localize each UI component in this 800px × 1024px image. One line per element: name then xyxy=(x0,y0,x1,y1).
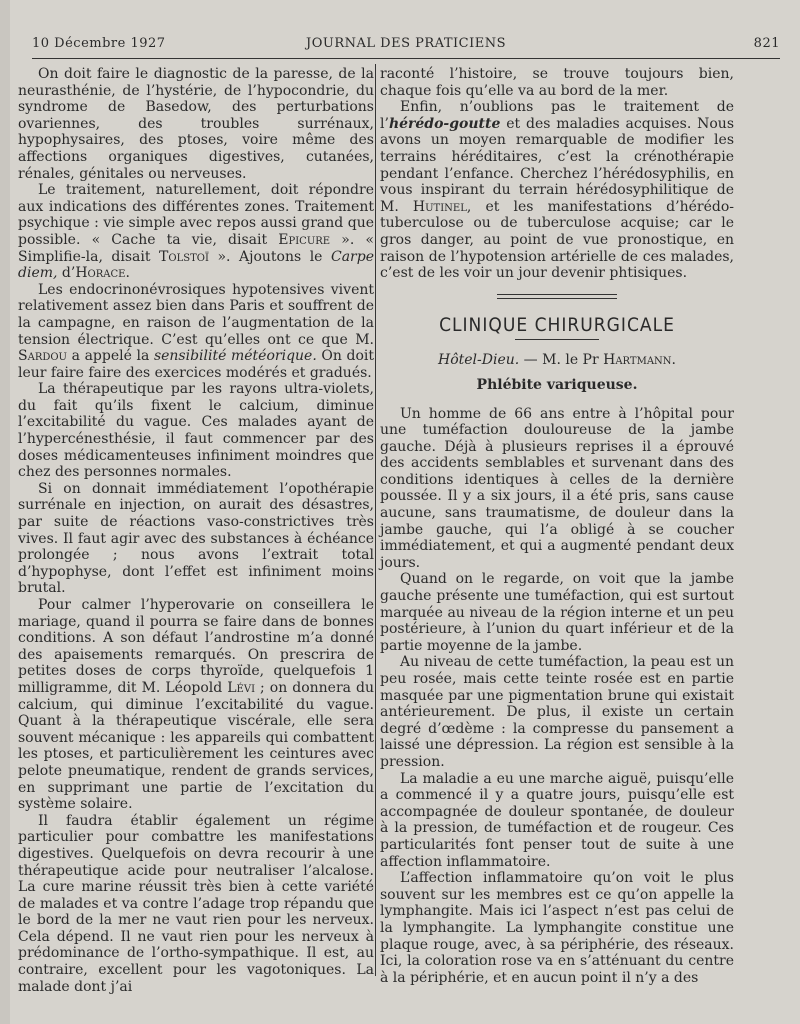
journal-page xyxy=(10,0,800,1024)
paragraph: Il faudra établir également un régime particulier pour combattre les manifestations digestives. Quelquefois on devra recourir à une thérapeutique acide pour neutraliser l’alcalose. La cure marine réussit très bien à cette variété de malades et va contre l’adage trop répandu que le bord de la mer ne vaut rien pour les nerveux. Cela dépend. Il ne vaut rien pour les nerveux à prédominance de l’ortho-sympathique. Il est, au contraire, excellent pour les vagotoniques. La malade dont j’ai xyxy=(18,812,374,995)
header-date: 10 Décembre 1927 xyxy=(32,36,166,51)
page-number: 821 xyxy=(753,36,780,51)
paragraph: Le traitement, naturellement, doit répondre aux indications des différentes zones. Traitement psychique : vie simple avec repos aussi grand que possible. « Cache ta vie, disait Epicure ». « Simplifie-la, disait Tolstoï ». Ajoutons le Carpe diem, d’Horace. xyxy=(18,182,374,282)
title-rule xyxy=(515,339,599,340)
section-title: CLINIQUE CHIRURGICALE xyxy=(439,313,675,336)
paragraph: L’affection inflammatoire qu’on voit le plus souvent sur les membres est ce qu’on appelle la lymphangite. Mais ici l’aspect n’est pas celui de la lymphangite. La lymphangite constitue une plaque rouge, avec, à sa périphérie, des réseaux. Ici, la coloration rose va en s’atténuant du centre à la périphérie, et en aucun point il n’y a des xyxy=(380,870,734,986)
paragraph: La maladie a eu une marche aiguë, puisqu’elle a commencé il y a quatre jours, puisqu’elle est accompagnée de douleur spontanée, de douleur à la pression, de tuméfaction et de rougeur. Ces particularités font penser tout de suite à une affection inflammatoire. xyxy=(380,770,734,870)
paragraph: Les endocrinonévrosiques hypotensives vivent relativement assez bien dans Paris et souffrent de la campagne, en raison de l’augmentation de la tension électrique. C’est qu’elles ont ce que M. Sardou a appelé la sensibilité météorique. On doit leur faire faire des exercices modérés et gradués. xyxy=(18,281,375,381)
clinic-location: Hôtel-Dieu. — M. le Pr Hartmann. xyxy=(437,352,676,369)
page-header xyxy=(32,36,780,56)
paragraph: raconté l’histoire, se trouve toujours bien, chaque fois qu’elle va au bord de la mer. xyxy=(380,66,734,99)
paragraph: Enfin, n’oublions pas le traitement de l’hérédo-goutte et des maladies acquises. Nous avons un moyen remarquable de modifier les terrains héréditaires, c’est la crénothérapie pendant l’enfance. Cherchez l’hérédosyphilis, en vous inspirant du terrain hérédosyphilitique de M. Hutinel, et les manifestations d’hérédo-tuberculose ou de tuberculose acquise; car le gros danger, au point de vue pronostique, en raison de l’hypotension artérielle de ces malades, c’est de les voir un jour devenir phtisiques. xyxy=(380,99,734,282)
paragraph: La thérapeutique par les rayons ultra-violets, du fait qu’ils fixent le calcium, diminue l’excitabilité du vague. Ces malades ayant de l’hypercénesthésie, il faut commencer par des doses médicamenteuses infiniment moindres que chez des personnes normales. xyxy=(18,381,374,481)
right-column xyxy=(380,66,734,986)
paragraph: Un homme de 66 ans entre à l’hôpital pour une tuméfaction douloureuse de la jambe gauche. Déjà à plusieurs reprises il a éprouvé des accidents semblables et survenant dans des conditions identiques à celles de la dernière poussée. Il y a six jours, il a été pris, sans cause aucune, sans traumatisme, de douleur dans la jambe gauche, qui l’a obligé à se coucher immédiatement, et qui a augmenté pendant deux jours. xyxy=(380,405,734,571)
paragraph: Pour calmer l’hyperovarie on conseillera le mariage, quand il pourra se faire dans de bonnes conditions. A son défaut l’androstine m’a donné des apaisements remarqués. On prescrira de petites doses de corps thyroïde, quelquefois 1 milligramme, dit M. Léopold Lévi ; on donnera du calcium, qui diminue l’excitabilité du vague. Quant à la thérapeutique viscérale, elle sera souvent mécanique : les appareils qui combattent les ptoses, et particulièrement les ceintures avec pelote pneumatique, rendent de grands services, en supprimant une partie de l’excitation du système solaire. xyxy=(18,597,374,813)
article-subtitle: Phlébite variqueuse. xyxy=(476,376,638,393)
ornament-rule xyxy=(497,294,617,299)
paragraph: Quand on le regarde, on voit que la jambe gauche présente une tuméfaction, qui est surtout marquée au niveau de la région interne et un peu postérieure, à l’union du quart inférieur et de la partie moyenne de la jambe. xyxy=(380,571,734,654)
journal-title: JOURNAL DES PRATICIENS xyxy=(306,36,506,51)
header-rule xyxy=(32,58,780,59)
left-column xyxy=(18,66,374,995)
paragraph: Au niveau de cette tuméfaction, la peau est un peu rosée, mais cette teinte rosée est en partie masquée par une pigmentation brune qui existait antérieurement. De plus, il existe un certain degré d’œdème : la compresse du pansement a laissé une dépression. La région est sensible à la pression. xyxy=(380,654,734,770)
paragraph: On doit faire le diagnostic de la paresse, de la neurasthénie, de l’hystérie, de l’hypocondrie, du syndrome de Basedow, des perturbations ovariennes, des troubles surrénaux, hypophysaires, des ptoses, voire même des affections organiques digestives, cutanées, rénales, génitales ou nerveuses. xyxy=(18,66,374,182)
paragraph: Si on donnait immédiatement l’opothérapie surrénale en injection, on aurait des désastres, par suite de réactions vaso-constrictives très vives. Il faut agir avec des substances à échéance prolongée ; nous avons l’extrait total d’hypophyse, dont l’effet est infiniment moins brutal. xyxy=(18,480,374,597)
column-divider xyxy=(375,64,376,976)
